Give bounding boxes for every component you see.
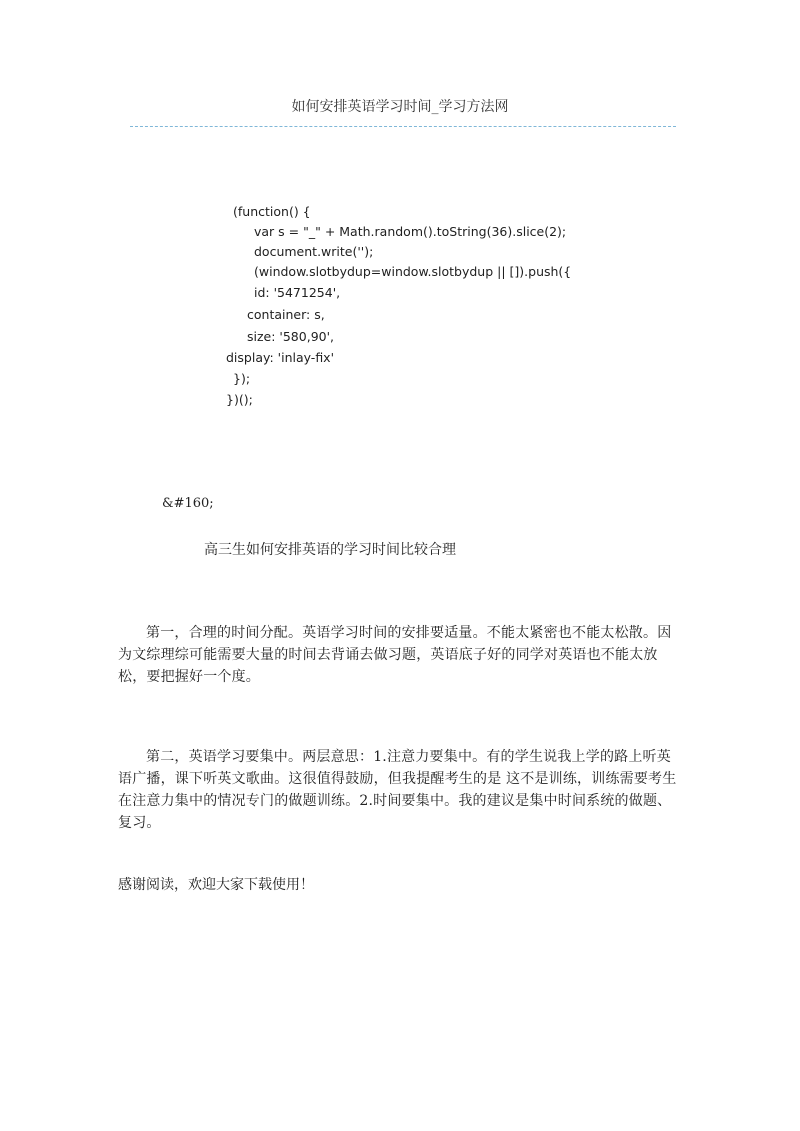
- article-title: 高三生如何安排英语的学习时间比较合理: [204, 542, 456, 558]
- code-line: id: '5471254',: [254, 285, 341, 300]
- code-line: })();: [226, 392, 253, 407]
- code-line: var s = "_" + Math.random().toString(36).slice(2);: [254, 224, 567, 239]
- header-divider: [130, 126, 676, 127]
- code-line: display: 'inlay-fix': [226, 350, 335, 365]
- article-paragraph: 第一，合理的时间分配。英语学习时间的安排要适量。不能太紧密也不能太松散。因为文综理综可能需要大量的时间去背诵去做习题，英语底子好的同学对英语也不能太放松，要把握好一个度。: [118, 625, 672, 685]
- code-line: (function() {: [233, 204, 311, 219]
- code-line: });: [233, 371, 251, 386]
- code-line: size: '580,90',: [247, 329, 335, 344]
- code-line: (window.slotbydup=window.slotbydup || []).push({: [254, 264, 572, 279]
- article-paragraph: 第二，英语学习要集中。两层意思：1.注意力要集中。有的学生说我上学的路上听英语广播，课下听英文歌曲。这很值得鼓励，但我提醒考生的是 这不是训练，训练需要考生在注意力集中的情况专门的做题训练。2.时间要集中。我的建议是集中时间系统的做题、复习。: [118, 749, 677, 831]
- code-line: container: s,: [247, 307, 325, 322]
- code-line: document.write('');: [254, 244, 374, 259]
- closing-text: 感谢阅读，欢迎大家下载使用！: [118, 877, 314, 893]
- page-header-title: 如何安排英语学习时间_学习方法网: [291, 99, 509, 115]
- html-entity-text: &#160;: [162, 496, 214, 511]
